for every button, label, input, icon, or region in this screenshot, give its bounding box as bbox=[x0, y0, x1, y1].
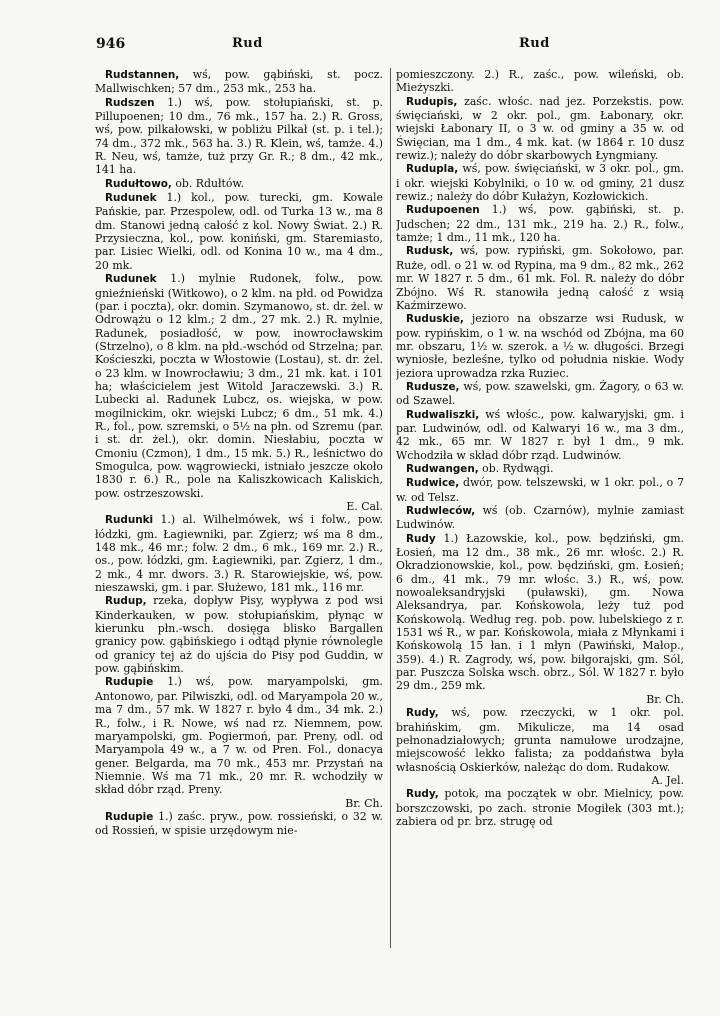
entry bbox=[396, 504, 684, 532]
entry bbox=[396, 203, 684, 244]
entry bbox=[396, 380, 684, 408]
left-column-heading: Rud bbox=[232, 36, 263, 51]
entry bbox=[396, 532, 684, 693]
entry bbox=[396, 162, 684, 203]
entry-headword: Rudy, bbox=[406, 788, 439, 801]
entry-text: rzeka, dopływ Pisy, wypływa z pod wsi Kinderkauken, w pow. stołupiańskim, płynąc w kierunku płn.-wsch. dosięga blisko Bargallen granicy pow. gąbińskiego i odtąd płynie równolegle od granicy tej aż do ujścia do Pisy pod Guddin, w pow. gąbińskim. bbox=[95, 594, 383, 676]
entry-text: 1.) Łazowskie, kol., pow. będziński, gm. Łosień, ma 12 dm., 38 mk., 26 mr. włośc. 2.) R. Okradzionowskie, kol., pow. będziński, gm. Łosień; 6 dm., 41 mk., 79 mr. włośc. 3.) R., wś, pow. nowoaleksandryjski (puławski), gm. Nowa Aleksandrya, par. Końskowola, leży tuż pod Końskowolą. Według reg. pob. pow. lubelskiego z r. 1531 wś R., w par. Końskowola, miała z Młynkami i Końskowolą 15 łan. i 1 młyn (Pawiński, Małop., 359). 4.) R. Zagrody, wś, pow. biłgorajski, gm. Sól, par. Puszcza Solska wsch. obrz., Sól. W 1827 r. było 29 dm., 259 mk. bbox=[396, 531, 684, 693]
entry bbox=[396, 244, 684, 312]
entry-text: potok, ma początek w obr. Mielnicy, pow. borszczowski, po zach. stronie Mogiłek (303 mt.); zabiera od pr. brz. strugę od bbox=[396, 787, 684, 828]
entry-text: 1.) al. Wilhelmówek, wś i folw., pow. łódzki, gm. Łagiewniki, par. Zgierz; wś ma 8 dm., 148 mk., 46 mr.; folw. 2 dm., 6 mk., 169 mr. 2.) R., os., pow. łódzki, gm. Łagiewniki, par. Zgierz, 1 dm., 2 mk., 4 mr. dwors. 3.) R. Starowiejskie, wś, pow. nieszawski, gm. i par. Służewo, 181 mk., 116 mr. bbox=[95, 513, 383, 595]
entry-headword: Rudułtowo, bbox=[105, 177, 172, 190]
running-head bbox=[96, 36, 672, 54]
entry-headword: Rudwleców, bbox=[406, 505, 476, 517]
page-number: 946 bbox=[96, 36, 126, 52]
entry bbox=[396, 706, 684, 774]
left-column bbox=[95, 68, 383, 838]
entry-headword: Rudwice, bbox=[406, 477, 460, 490]
entry bbox=[95, 675, 383, 796]
entry bbox=[95, 513, 383, 594]
entry-text: wś, pow. rypiński, gm. Sokołowo, par. Ruże, odl. o 21 w. od Rypina, ma 9 dm., 82 mk., 262 mr. W 1827 r. 5 dm., 61 mk. Fol. R. należy do dóbr Zbójno. Wś R. stanowiła jedną całość z wsią Kaźmirzewo. bbox=[396, 244, 684, 312]
entry-text: wś (ob. Czarnów), mylnie zamiast Ludwinów. bbox=[396, 504, 684, 532]
entry-headword: Rudunki bbox=[105, 514, 154, 527]
entry bbox=[95, 191, 383, 272]
entry-headword: Rudupoenen bbox=[406, 204, 480, 217]
entry bbox=[95, 96, 383, 177]
column-divider bbox=[390, 68, 391, 948]
entry-continuation bbox=[396, 68, 684, 95]
entry bbox=[95, 177, 383, 191]
entry bbox=[396, 312, 684, 380]
entry-headword: Rudy, bbox=[406, 707, 439, 720]
entry-headword: Rudupla, bbox=[406, 163, 459, 176]
entry-text: wś włośc., pow. kalwaryjski, gm. i par. Ludwinów, odl. od Kalwaryi 16 w., ma 3 dm., 42 mk., 65 mr. W 1827 r. był 1 dm., 9 mk. Wchodziła w skład dóbr rząd. Ludwinów. bbox=[396, 407, 684, 462]
entry-text: jezioro na obszarze wsi Rudusk, w pow. rypińskim, o 1 w. na wschód od Zbójna, ma 60 mr. obszaru, 1½ w. szerok. a ½ w. długości. Brzegi wyniosłe, bezleśne, tylko od południa niskie. Wody jeziora uprowadza rzka Ruziec. bbox=[396, 312, 684, 380]
entry-text: 1.) wś, pow. gąbiński, st. p. Judschen; 22 dm., 131 mk., 219 ha. 2.) R., folw., tamże; 1 dm., 11 mk., 120 ha. bbox=[396, 203, 684, 245]
entry-headword: Rudwaliszki, bbox=[406, 408, 480, 421]
entry bbox=[95, 68, 383, 96]
entry-text: 1.) wś, pow. maryampolski, gm. Antonowo, par. Pilwiszki, odl. od Maryampola 20 w., ma 7 dm., 57 mk. W 1827 r. było 4 dm., 34 mk. 2.) R., folw., i R. Nowe, wś nad rz. Niemnem, pow. maryampolski, gm. Pogiermoń, par. Preny, odl. od Maryampola 49 w., a 7 w. od Pren. Fol., donacya gener. Belgarda, ma 70 mk., 453 mr. Przystań na Niemnie. Wś ma 71 mk., 20 mr. R. wchodziły w skład dóbr rząd. Preny. bbox=[95, 675, 383, 797]
entry bbox=[95, 810, 383, 838]
entry-text: 1.) mylnie Rudonek, folw., pow. gnieźnieński (Witkowo), o 2 klm. na płd. od Powidza (par. i poczta), okr. domin. Szymanowo, st. dr. żel. w Odrowążu o 12 klm.; 2 dm., 27 mk. 2.) R. mylnie, Radunek, posiadłość, w pow. inowrocławskim (Strzelno), o 8 klm. na płd.-wschód od Strzelna; par. Kościeszki, poczta w Włostowie (Lostau), st. dr. żel. o 23 klm. w Inowrocławiu; 3 dm., 21 mk. kat. i 101 ha; właścicielem jest Witold Jaraczewski. 3.) R. Lubecki al. Radunek Lubcz, os. wiejska, w pow. mogilnickim, okr. wiejski Lubcz; 6 dm., 51 mk. 4.) R., fol., pow. szremski, o 5½ na płn. od Szremu (par. i st. dr. żel.), okr. domin. Niesłabiu, poczta w Cmoniu (Czmon), 1 dm., 15 mk. 5.) R., leśnictwo do Smogulca, pow. wągrowiecki, istniało jeszcze około 1830 r. 6.) R., pole na Kaliszkowicach Kaliskich, pow. ostrzeszowski. bbox=[95, 272, 383, 500]
entry-headword: Rudunek bbox=[105, 192, 157, 205]
entry-text: dwór, pow. telszewski, w 1 okr. pol., o 7 w. od Telsz. bbox=[396, 476, 684, 504]
entry-headword: Rudusze, bbox=[406, 380, 460, 393]
entry-text: pomieszczony. 2.) R., zaśc., pow. wileński, ob. Mieżyszki. bbox=[396, 68, 684, 95]
entry-headword: Rudy bbox=[406, 532, 436, 545]
author-signature: Br. Ch. bbox=[646, 692, 684, 706]
author-signature: A. Jel. bbox=[651, 773, 684, 787]
entry bbox=[95, 272, 383, 500]
entry bbox=[396, 408, 684, 462]
entry bbox=[95, 594, 383, 675]
entry bbox=[396, 462, 684, 476]
entry-text: wś, pow. rzeczycki, w 1 okr. pol. brahińskim, gm. Mikulicze, ma 14 osad pełnonadziałowych; grunta namułowe urodzajne, miejscowość lekko falista; za poddaństwa była własnością Oskierków, należąc do dom. Rudakow. bbox=[396, 706, 684, 774]
author-signature: E. Cal. bbox=[346, 500, 383, 513]
entry-headword: Rudusk, bbox=[406, 245, 454, 258]
entry bbox=[396, 95, 684, 163]
right-column-heading: Rud bbox=[519, 36, 550, 51]
entry-headword: Rudupie bbox=[105, 810, 154, 823]
entry-text: wś, pow. gąbiński, st. pocz. Mallwischken; 57 dm., 253 mk., 253 ha. bbox=[95, 68, 383, 96]
right-column bbox=[396, 68, 684, 828]
entry-text: 1.) wś, pow. stołupiański, st. p. Pillupoenen; 10 dm., 76 mk., 157 ha. 2.) R. Gross, wś, pow. pilkałowski, w pobliżu Pilkał (st. p. i tel.); 74 dm., 372 mk., 563 ha. 3.) R. Klein, wś, tamże. 4.) R. Neu, wś, tamże, tuż przy Gr. R.; 8 dm., 42 mk., 141 ha. bbox=[95, 95, 383, 177]
entry-text: wś, pow. szawelski, gm. Żagory, o 63 w. od Szawel. bbox=[396, 379, 684, 408]
entry-text: 1.) kol., pow. turecki, gm. Kowale Pańskie, par. Przespolew, odl. od Turka 13 w., ma 8 dm. Stanowi jedną całość z kol. Nowy Świat. 2.) R. Przysieczna, kol., pow. koniński, gm. Staremiasto, par. Lisiec Wielki, odl. od Konina 10 w., ma 4 dm., 20 mk. bbox=[95, 191, 383, 272]
entry-text: 1.) zaśc. pryw., pow. rossieński, o 32 w. od Rossień, w spisie urzędowym nie- bbox=[95, 809, 383, 838]
entry-headword: Rudupie bbox=[105, 676, 154, 689]
entry-text: zaśc. włośc. nad jez. Porzekstis. pow. święciański, w 2 okr. pol., gm. Łabonary, okr. wiejski Łabonary II, o 3 w. od gminy a 35 w. od Święcian, ma 1 dm., 4 mk. kat. (w 1864 r. 10 dusz rewiz.); należy do dóbr skarbowych Łyngmiany. bbox=[396, 94, 684, 163]
entry-text: ob. Rdułtów. bbox=[171, 176, 244, 190]
entry-headword: Rudstannen, bbox=[105, 69, 180, 81]
entry-headword: Ruduskie, bbox=[406, 313, 464, 326]
entry bbox=[396, 787, 684, 828]
author-signature: Br. Ch. bbox=[345, 796, 383, 810]
entry-text: wś, pow. święciański, w 3 okr. pol., gm. i okr. wiejski Kobylniki, o 10 w. od gminy, 21 dusz rewiz.; należy do dóbr Kułażyn, Kozłowickich. bbox=[396, 162, 684, 204]
entry-headword: Rudszen bbox=[105, 96, 155, 109]
entry bbox=[396, 476, 684, 504]
entry-headword: Rudunek bbox=[105, 273, 157, 286]
entry-headword: Rudwangen, bbox=[406, 462, 479, 475]
entry-headword: Rudup, bbox=[105, 595, 147, 608]
entry-headword: Rudupis, bbox=[406, 95, 458, 108]
entry-text: ob. Rydwągi. bbox=[478, 461, 554, 475]
